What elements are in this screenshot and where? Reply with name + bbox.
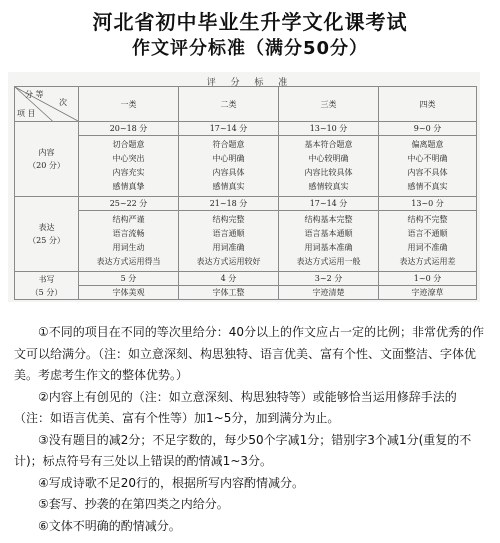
header-class-1: 一类 (79, 87, 179, 122)
header-class-3: 三类 (279, 87, 379, 122)
score-cell: 21~18 分 (179, 197, 279, 211)
criteria-cell: 字体工整 (179, 286, 279, 300)
criteria-cell: 字迹清楚 (279, 286, 379, 300)
row-sublabel: （25 分） (28, 236, 65, 245)
rubric-corner-cell (15, 87, 79, 122)
rubric-header-row (15, 87, 477, 122)
score-cell: 4 分 (179, 272, 279, 286)
score-cell: 17~14 分 (179, 122, 279, 136)
criterion: 内容充实 (112, 168, 145, 177)
row-label: 内容 (38, 148, 55, 157)
row-sublabel: （5 分） (30, 287, 63, 297)
criterion: 用词准确 (212, 243, 245, 252)
criterion: 用词不准确 (407, 243, 448, 252)
criteria-cell (379, 136, 477, 197)
score-cell: 13~0 分 (379, 197, 477, 211)
criterion: 内容不具体 (407, 168, 448, 177)
criterion: 表达方式运用差 (399, 257, 456, 266)
criterion: 内容具体 (212, 168, 245, 177)
criterion: 感情不真实 (407, 182, 448, 191)
rule-2: ②内容上有创见的（注：如立意深刻、构思独特等）或能够恰当运用修辞手法的（注：如语言优美、富有个性等）加1~5分，加到满分为止。 (14, 389, 457, 425)
handwriting-criteria-row (15, 286, 477, 300)
criterion: 结构完整 (212, 215, 245, 224)
corner-tier-label: 次 (59, 98, 67, 107)
criterion: 中心明确 (212, 154, 245, 163)
criteria-cell (179, 211, 279, 272)
criterion: 表达方式运用得当 (96, 257, 161, 266)
criterion: 中心不明确 (407, 154, 448, 163)
criteria-cell (279, 136, 379, 197)
score-cell: 5 分 (79, 272, 179, 286)
document-subtitle: 作文评分标准（满分50分） (131, 38, 369, 59)
criterion: 语言流畅 (112, 229, 145, 238)
header-class-2: 二类 (179, 87, 279, 122)
criteria-cell (79, 211, 179, 272)
criterion: 符合题意 (212, 140, 245, 149)
criterion: 表达方式运用一般 (296, 257, 361, 266)
score-cell: 1~0 分 (379, 272, 477, 286)
criterion: 语言不通顺 (407, 229, 448, 238)
content-criteria-row (15, 136, 477, 197)
row-label-content (15, 122, 79, 197)
criterion: 内容比较具体 (304, 168, 353, 177)
header-class-4: 四类 (379, 87, 477, 122)
expression-score-row (15, 197, 477, 211)
criterion: 用词基本准确 (304, 243, 353, 252)
score-cell: 9~0 分 (379, 122, 477, 136)
criterion: 中心较明确 (308, 154, 349, 163)
score-cell: 25~22 分 (79, 197, 179, 211)
criterion: 中心突出 (112, 154, 145, 163)
criterion: 用词生动 (112, 243, 145, 252)
score-cell: 3~2 分 (279, 272, 379, 286)
criterion: 表达方式运用较好 (196, 257, 261, 266)
scoring-rules (14, 322, 486, 537)
criteria-cell: 字迹潦草 (379, 286, 477, 300)
criteria-cell (379, 211, 477, 272)
criterion: 基本符合题意 (304, 140, 353, 149)
row-label-handwriting (15, 272, 79, 300)
criterion: 结构严谨 (112, 215, 145, 224)
rule-4: ④写成诗歌不足20行的，根据所写内容酌情减分。 (38, 475, 305, 490)
score-cell: 17~14 分 (279, 197, 379, 211)
rule-3: ③没有题目的减2分；不足字数的，每少50个字减1分；错别字3个减1分(重复的不计)；标点符号有三处以上错误的酌情减1~3分。 (14, 432, 472, 468)
criteria-cell (179, 136, 279, 197)
row-sublabel: （20 分） (28, 161, 65, 170)
criterion: 语言基本通顺 (304, 229, 353, 238)
criteria-cell (279, 211, 379, 272)
criteria-cell: 字体美观 (79, 286, 179, 300)
criterion: 结构不完整 (407, 215, 448, 224)
corner-item-label: 项 目 (17, 109, 36, 118)
rule-6: ⑥文体不明确的酌情减分。 (38, 518, 181, 533)
rule-5: ⑤套写、抄袭的在第四类之内给分。 (38, 497, 229, 511)
row-label: 表达 (38, 223, 55, 232)
content-score-row (15, 122, 477, 136)
document-title: 河北省初中毕业生升学文化课考试 (92, 10, 408, 34)
criterion: 语言通顺 (212, 229, 245, 238)
criterion: 感情真实 (212, 182, 245, 191)
criterion: 感情较真实 (308, 182, 349, 191)
criterion: 感情真挚 (112, 182, 145, 191)
criterion: 偏离题意 (411, 140, 444, 149)
criteria-cell (79, 136, 179, 197)
score-cell: 20~18 分 (79, 122, 179, 136)
score-cell: 13~10 分 (279, 122, 379, 136)
rubric-table (14, 86, 477, 300)
row-label: 书写 (38, 274, 55, 284)
rubric-caption: 评 分 标 准 (206, 78, 294, 88)
expression-criteria-row (15, 211, 477, 272)
corner-grade-label: 分 等 (25, 90, 44, 99)
criterion: 切合题意 (112, 140, 145, 149)
row-label-expression (15, 197, 79, 272)
criterion: 结构基本完整 (304, 215, 353, 224)
handwriting-score-row (15, 272, 477, 286)
rule-1: ①不同的项目在不同的等次里给分：40分以上的作文应占一定的比例；非常优秀的作文可以给满分。（注：如立意深刻、构思独特、语言优美、富有个性、文面整洁、字体优美。考虑考生作文的整体优势。） (14, 325, 485, 382)
